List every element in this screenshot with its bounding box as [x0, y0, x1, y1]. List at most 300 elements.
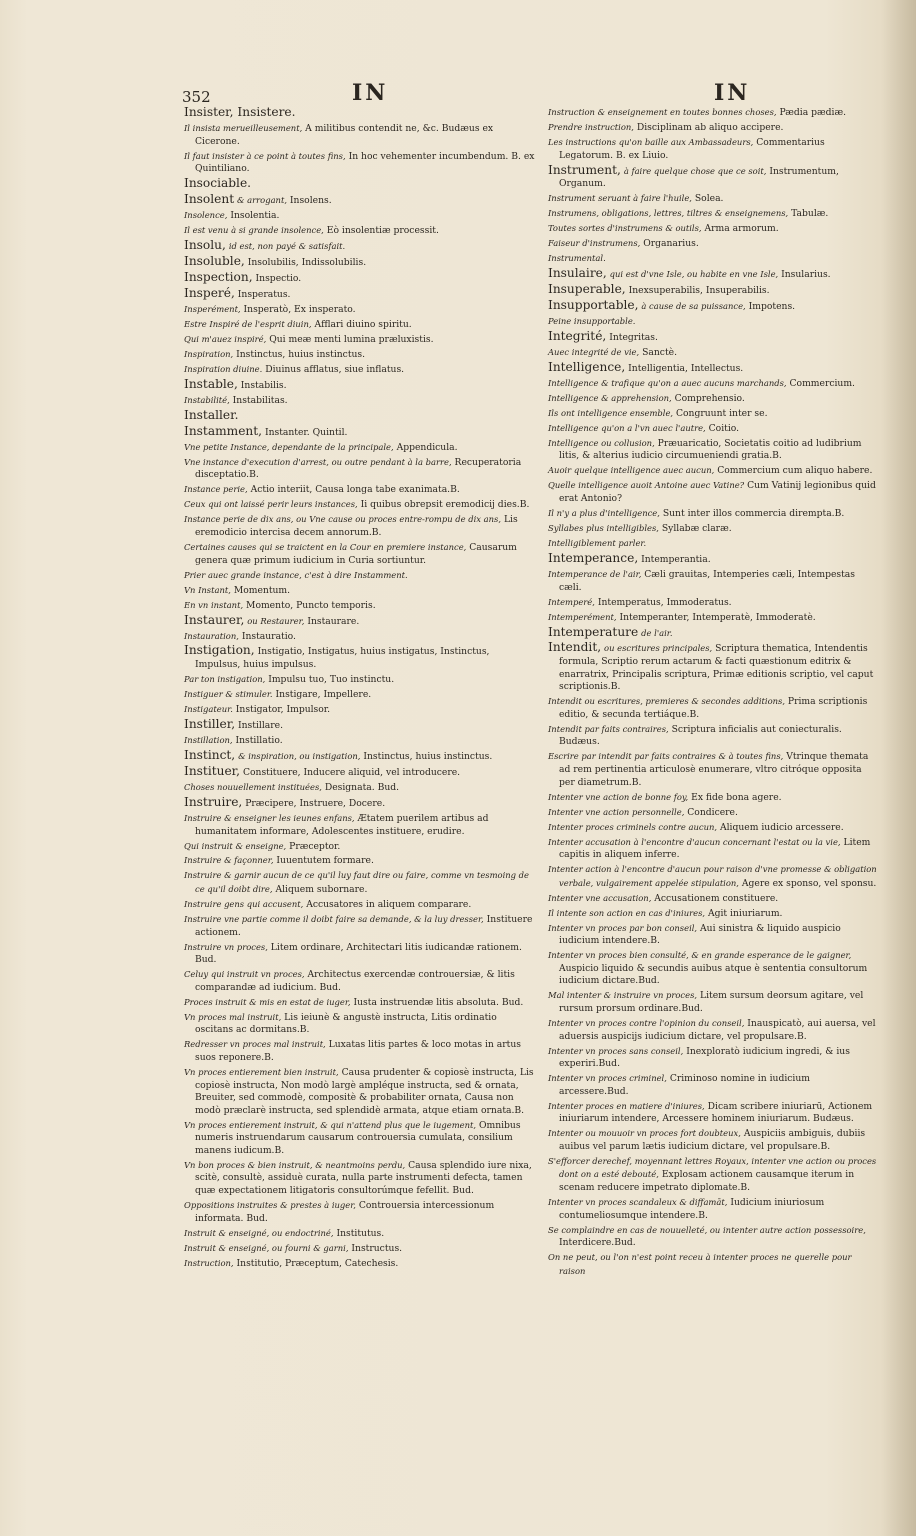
entry-headword: Instiller,: [184, 717, 236, 732]
entry-latin-gloss: Commentarius Legatorum. B. ex Liuio.: [559, 136, 825, 161]
entry-french-phrase: Instance perie,: [184, 484, 248, 495]
entry-french-phrase: Instruire & façonner,: [184, 855, 274, 866]
entry-latin-gloss: Insperatò, Ex insperato.: [243, 304, 356, 316]
entry-french-phrase: Vn proces entierement bien instruit,: [184, 1066, 339, 1077]
entry-french-phrase: Intelligence ou collusion,: [548, 437, 655, 448]
dictionary-entry: [184, 840, 536, 854]
entry-latin-gloss: Integritas.: [609, 331, 658, 343]
entry-latin-gloss: Comprehensio.: [674, 392, 745, 404]
entry-latin-gloss: Prima scriptionis editio, & secunda tertiáque.B.: [559, 696, 868, 720]
dictionary-entry: [548, 164, 880, 191]
entry-latin-gloss: Institutio, Præceptum, Catechesis.: [236, 1257, 399, 1269]
dictionary-entry: [184, 348, 536, 362]
dictionary-entry: [184, 869, 536, 896]
entry-latin-gloss: Accusatores in aliquem comparare.: [306, 899, 472, 911]
entry-french-phrase: Faiseur d'instrumens,: [548, 238, 641, 249]
dictionary-entry: [184, 765, 536, 780]
entry-french-phrase: Vne petite Instance, dependante de la principale,: [184, 441, 394, 452]
entry-latin-gloss: Institutus.: [336, 1227, 385, 1239]
dictionary-entry: [548, 407, 880, 421]
entry-french-phrase: Prendre instruction,: [548, 121, 634, 132]
entry-latin-gloss: Insularius.: [781, 269, 831, 281]
entry-french-phrase: Instiguer & stimuler.: [184, 689, 273, 700]
dictionary-entry: [184, 193, 536, 208]
entry-latin-gloss: Intemperanter, Intemperatè, Immoderatè.: [619, 611, 816, 623]
entry-headword: Instrument,: [548, 162, 621, 177]
entry-latin-gloss: Inspectio.: [255, 273, 302, 285]
dictionary-entry: [548, 1196, 880, 1222]
entry-latin-gloss: Qui meæ menti lumina præluxistis.: [269, 333, 434, 345]
entry-latin-gloss: Agere ex sponso, vel sponsu.: [741, 877, 877, 889]
entry-french-phrase: Instruire gens qui accusent,: [184, 899, 304, 910]
dictionary-entry: [548, 507, 880, 521]
entry-french-phrase: Intemperé,: [548, 596, 595, 607]
entry-french-phrase: Il n'y a plus d'intelligence,: [548, 508, 660, 519]
dictionary-entry: [548, 437, 880, 463]
dictionary-entry: [548, 863, 880, 890]
dictionary-entry: [184, 630, 536, 644]
entry-latin-gloss: Instigare, Impellere.: [275, 689, 372, 701]
entry-french-phrase: & arrogant,: [237, 195, 287, 206]
entry-latin-gloss: Impulsu tuo, Tuo instinctu.: [268, 674, 395, 686]
entry-french-phrase: En vn instant,: [184, 599, 244, 610]
entry-latin-gloss: Appendicula.: [396, 441, 458, 453]
dictionary-entry: [548, 626, 880, 641]
entry-headword: Instinct,: [184, 747, 236, 762]
entry-latin-gloss: Luxatas litis partes & loco motas in artus suos reponere.B.: [195, 1039, 521, 1063]
entry-latin-gloss: Instillatio.: [235, 735, 283, 746]
entry-french-phrase: Instruire & garnir aucun de ce qu'il luy faut dire ou faire, comme vn tesmoing de ce qu'il doibt dire,: [184, 870, 530, 895]
entry-latin-gloss: Instauratio.: [241, 630, 296, 642]
entry-french-phrase: Intelligence qu'on a l'vn auec l'autre,: [548, 422, 706, 433]
dictionary-entry: [184, 703, 536, 717]
dictionary-entry: [548, 392, 880, 406]
dictionary-entry: [548, 695, 880, 721]
entry-french-phrase: Auoir quelque intelligence auec aucun,: [548, 465, 715, 476]
entry-french-phrase: Intenter vn proces bien consulté, & en grande esperance de le gaigner,: [548, 950, 852, 961]
entry-latin-gloss: Interdicere.Bud.: [559, 1237, 636, 1249]
dictionary-entry: [184, 1227, 536, 1241]
dictionary-entry: [548, 1251, 880, 1278]
entry-latin-gloss: Commercium.: [789, 377, 855, 389]
entry-french-phrase: Mal intenter & instruire vn proces,: [548, 990, 698, 1001]
entry-latin-gloss: Instabilis.: [240, 379, 287, 391]
entry-headword: Insolu,: [184, 238, 226, 253]
entry-latin-gloss: Iusta instruendæ litis absoluta. Bud.: [353, 996, 524, 1008]
entry-latin-gloss: Instrumentum, Organum.: [559, 165, 839, 190]
dictionary-entry: [548, 106, 880, 120]
entry-latin-gloss: Auspiciis ambiguis, dubiis auibus vel parum lætis iudicium dictare, vel propulsare.B.: [559, 1128, 866, 1152]
entry-french-phrase: Instrumens, obligations, lettres, tiltres & enseignemens,: [548, 208, 789, 219]
entry-french-phrase: Instabilité,: [184, 394, 230, 405]
entry-french-phrase: Ceux qui ont laissé perir leurs instances,: [184, 499, 358, 510]
dictionary-entry: [184, 106, 536, 121]
dictionary-entry: [548, 207, 880, 221]
left-column: [184, 106, 536, 1272]
entry-latin-gloss: Congruunt inter se.: [676, 407, 768, 419]
entry-french-phrase: Instruire & enseigner les ieunes enfans,: [184, 812, 355, 823]
entry-latin-gloss: Condicere.: [687, 806, 738, 818]
entry-french-phrase: Syllabes plus intelligibles,: [548, 523, 659, 533]
entry-headword: Instigation,: [184, 643, 255, 658]
running-head-left: IN: [352, 80, 389, 106]
entry-headword: Instamment,: [184, 423, 263, 438]
entry-latin-gloss: Præuaricatio, Societatis coitio ad ludibrium litis, & alterius iudicio circumueniendi gratia.B.: [559, 437, 862, 462]
entry-french-phrase: à faire quelque chose que ce soit,: [623, 165, 767, 176]
entry-french-phrase: Inspiration,: [184, 348, 234, 359]
entry-headword: Intendit,: [548, 640, 602, 655]
dictionary-entry: [184, 1242, 536, 1256]
dictionary-entry: [548, 315, 880, 329]
entry-latin-gloss: Causa splendido iure nixa, scitè, consultè, assiduè curata, nulla parte instrumenti defecta, tamen quæ expectationem litigatoris consultorúmque fefellit. Bud.: [195, 1159, 532, 1197]
entry-latin-gloss: Ætatem puerilem artibus ad humanitatem informare, Adolescentes instituere, erudire.: [195, 812, 489, 837]
entry-french-phrase: Qui instruit & enseigne,: [184, 840, 287, 851]
dictionary-entry: [548, 611, 880, 625]
entry-latin-gloss: Ii quibus obrepsit eremodicij dies.B.: [360, 499, 530, 511]
entry-french-phrase: Intemperément,: [548, 611, 617, 622]
entry-latin-gloss: Intemperantia.: [641, 553, 711, 565]
entry-french-phrase: Redresser vn proces mal instruit,: [184, 1039, 326, 1050]
entry-latin-gloss: Explosam actionem causamque iterum in scenam reducere impetrato diplomate.B.: [559, 1169, 855, 1194]
dictionary-entry: [548, 1224, 880, 1250]
entry-latin-gloss: Cæli grauitas, Intemperies cæli, Intempestas cæli.: [559, 568, 855, 593]
dictionary-entry: [184, 150, 536, 176]
dictionary-entry: [184, 255, 536, 270]
dictionary-entry: [548, 136, 880, 162]
dictionary-entry: [548, 806, 880, 820]
entry-latin-gloss: Ex fide bona agere.: [691, 791, 782, 803]
dictionary-entry: [548, 1045, 880, 1071]
entry-french-phrase: Auec integrité de vie,: [548, 346, 640, 357]
dictionary-entry: [548, 596, 880, 610]
dictionary-entry: [184, 363, 536, 377]
entry-latin-gloss: Constituere, Inducere aliquid, vel introducere.: [242, 766, 461, 778]
dictionary-entry: [184, 271, 536, 286]
dictionary-entry: [184, 734, 536, 748]
dictionary-entry: [184, 1038, 536, 1064]
entry-headword: Intemperature: [548, 624, 639, 639]
entry-headword: Installer.: [184, 407, 239, 422]
entry-latin-gloss: Intelligentia, Intellectus.: [628, 362, 744, 374]
entry-french-phrase: Intenter vne accusation,: [548, 892, 652, 903]
entry-latin-gloss: Lis ieiunè & angustè instructa, Litis ordinatio oscitans ac dormitans.B.: [195, 1011, 497, 1036]
entry-french-phrase: Qui m'auez inspiré,: [184, 333, 267, 344]
dictionary-entry: [548, 821, 880, 835]
dictionary-entry: [184, 456, 536, 482]
entry-french-phrase: Vn Instant,: [184, 584, 231, 595]
entry-french-phrase: Insolence,: [184, 210, 228, 221]
dictionary-entry: [548, 299, 880, 314]
entry-latin-gloss: Sanctè.: [642, 346, 677, 358]
entry-french-phrase: Intenter proces criminels contre aucun,: [548, 821, 718, 832]
dictionary-entry: [184, 854, 536, 868]
entry-french-phrase: id est, non payé & satisfait.: [228, 241, 346, 252]
entry-latin-gloss: Instructus.: [351, 1242, 403, 1254]
dictionary-entry: [548, 267, 880, 282]
entry-latin-gloss: Vtrinque themata ad rem pertinentia articulosè enumerare, vltro citróque opposita per diametrum.B.: [559, 751, 869, 788]
entry-latin-gloss: Aui sinistra & liquido auspicio iudicium intendere.B.: [559, 922, 841, 947]
dictionary-entry: [548, 1072, 880, 1098]
entry-headword: Instruire,: [184, 794, 243, 809]
entry-latin-gloss: Recuperatoria disceptatio.B.: [195, 456, 522, 481]
dictionary-entry: [184, 498, 536, 512]
entry-headword: Intelligence,: [548, 359, 626, 374]
entry-latin-gloss: Instigatio, Instigatus, huius instigatus, Instinctus, Impulsus, huius impulsus.: [195, 646, 490, 671]
dictionary-entry: [184, 287, 536, 302]
dictionary-entry: [184, 1257, 536, 1271]
dictionary-entry: [184, 996, 536, 1010]
entry-headword: Insister, Insistere.: [184, 105, 296, 119]
entry-headword: Inspection,: [184, 270, 253, 285]
entry-headword: Insolent: [184, 192, 235, 207]
dictionary-entry: [184, 378, 536, 393]
entry-latin-gloss: Inauspicatò, aui auersa, vel aduersis auspicijs iudicium dictare, vel propulsare.B.: [559, 1017, 876, 1042]
entry-latin-gloss: Scriptura inficialis aut coniecturalis. Budæus.: [559, 723, 842, 748]
entry-latin-gloss: Coitio.: [708, 422, 740, 434]
entry-french-phrase: Instruit & enseigné, ou fourni & garni,: [184, 1242, 349, 1253]
entry-latin-gloss: Inexsuperabilis, Insuperabilis.: [628, 285, 770, 297]
dictionary-entry: [184, 239, 536, 254]
entry-latin-gloss: Architectus exercendæ controuersiæ, & litis comparandæ ad iudicium. Bud.: [195, 969, 515, 993]
dictionary-entry: [548, 464, 880, 478]
entry-latin-gloss: Arma armorum.: [704, 223, 779, 235]
entry-latin-gloss: Insolentia.: [230, 210, 280, 222]
entry-french-phrase: Escrire par intendit par faits contraires & à toutes fins,: [548, 751, 784, 762]
dictionary-entry: [184, 941, 536, 967]
entry-latin-gloss: Designata. Bud.: [324, 781, 400, 793]
entry-french-phrase: Instruction,: [184, 1257, 234, 1268]
entry-latin-gloss: Litem sursum deorsum agitare, vel rursum prorsum ordinare.Bud.: [559, 990, 864, 1014]
entry-french-phrase: Oppositions instruites & prestes à iuger,: [184, 1200, 356, 1211]
entry-french-phrase: Intenter accusation à l'encontre d'aucun concernant l'estat ou la vie,: [548, 836, 841, 847]
entry-latin-gloss: Omnibus numeris instruendarum causarum controuersia cumulata, consilium manens iudicum.B.: [195, 1119, 521, 1156]
entry-french-phrase: à cause de sa puissance,: [641, 301, 746, 312]
entry-french-phrase: Intenter vne action personnelle,: [548, 806, 685, 817]
entry-french-phrase: Intendit par faits contraires,: [548, 723, 669, 734]
entry-latin-gloss: Aliquem iudicio arcessere.: [719, 821, 844, 833]
entry-headword: Instaurer,: [184, 612, 245, 627]
entry-latin-gloss: Instabilitas.: [232, 394, 288, 406]
entry-french-phrase: On ne peut, ou l'on n'est point receu à intenter proces ne querelle pour raison: [548, 1252, 852, 1276]
entry-french-phrase: Insperément,: [184, 304, 241, 315]
dictionary-entry: [548, 907, 880, 921]
dictionary-entry: [548, 750, 880, 789]
dictionary-entry: [548, 346, 880, 360]
dictionary-entry: [184, 224, 536, 238]
entry-french-phrase: Intelligence & trafique qu'on a auec aucuns marchands,: [548, 377, 787, 388]
dictionary-entry: [548, 537, 880, 551]
entry-french-phrase: Instigateur.: [184, 704, 233, 715]
dictionary-entry: [548, 422, 880, 436]
entry-headword: Intemperance,: [548, 550, 639, 565]
dictionary-entry: [548, 283, 880, 298]
dictionary-entry: [548, 361, 880, 376]
entry-latin-gloss: Actio interiit, Causa longa tabe exanimata.B.: [250, 484, 460, 496]
dictionary-entry: [184, 1159, 536, 1198]
entry-french-phrase: Intenter vne action de bonne foy,: [548, 791, 689, 802]
entry-headword: Insoluble,: [184, 254, 245, 269]
entry-french-phrase: Instillation,: [184, 735, 233, 745]
entry-french-phrase: Toutes sortes d'instrumens & outils,: [548, 223, 702, 234]
right-column: [548, 106, 880, 1280]
entry-latin-gloss: Tabulæ.: [791, 208, 829, 220]
entry-latin-gloss: Organarius.: [643, 238, 699, 250]
dictionary-entry: [184, 569, 536, 583]
dictionary-entry: [184, 441, 536, 455]
dictionary-entry: [184, 177, 536, 192]
entry-latin-gloss: A militibus contendit ne, &c. Budæus ex Cicerone.: [195, 122, 494, 147]
entry-latin-gloss: Lis eremodicio intercisa decem annorum.B.: [195, 514, 518, 538]
dictionary-entry: [184, 644, 536, 671]
entry-latin-gloss: Causa prudenter & copiosè instructa, Lis copiosè instructa, Non modò largè ampléque instructa, sed & ornata, Breuiter, sed commodè, compositè & probabiliter ornata, Causa non modò præclarè instructa, sed splendidè armata, atque etiam ornata.B.: [195, 1066, 534, 1116]
entry-french-phrase: Intenter proces en matiere d'iniures,: [548, 1100, 705, 1111]
page-number: 352: [182, 88, 211, 106]
entry-french-phrase: Intenter ou mouuoir vn proces fort doubteux,: [548, 1128, 741, 1139]
entry-latin-gloss: Instaurare.: [307, 615, 360, 627]
entry-french-phrase: Instruit & enseigné, ou endoctriné,: [184, 1227, 334, 1238]
entry-latin-gloss: Disciplinam ab aliquo accipere.: [636, 121, 784, 133]
dictionary-entry: [548, 641, 880, 693]
entry-french-phrase: Par ton instigation,: [184, 674, 266, 685]
entry-latin-gloss: Litem capitis in aliquem inferre.: [559, 836, 871, 861]
entry-latin-gloss: Pædia pædiæ.: [779, 107, 847, 118]
entry-headword: Insupportable,: [548, 298, 639, 313]
entry-headword: Insulaire,: [548, 266, 607, 281]
dictionary-entry: [184, 688, 536, 702]
entry-latin-gloss: Controuersia intercessionum informata. Bud.: [195, 1200, 495, 1224]
entry-latin-gloss: Aliquem subornare.: [275, 884, 368, 896]
dictionary-entry: [184, 1066, 536, 1117]
entry-latin-gloss: Intemperatus, Immoderatus.: [597, 596, 732, 608]
entry-french-phrase: Instauration,: [184, 630, 239, 641]
entry-french-phrase: ou Restaurer,: [247, 615, 305, 626]
entry-french-phrase: Intenter vn proces contre l'opinion du conseil,: [548, 1017, 745, 1028]
dictionary-entry: [548, 192, 880, 206]
entry-latin-gloss: Instinctus, huius instinctus.: [236, 348, 366, 360]
entry-french-phrase: Il intente son action en cas d'iniures,: [548, 907, 706, 918]
entry-latin-gloss: Causarum genera quæ primum iudicium in Curia sortiuntur.: [195, 541, 517, 566]
entry-french-phrase: Intelligiblement parler.: [548, 537, 647, 548]
dictionary-entry: [184, 1119, 536, 1158]
entry-latin-gloss: Insperatus.: [237, 289, 291, 301]
entry-french-phrase: Peine insupportable.: [548, 316, 636, 326]
entry-french-phrase: qui est d'vne Isle, ou habite en vne Isle,: [609, 269, 779, 280]
dictionary-entry: [184, 425, 536, 440]
dictionary-entry: [184, 781, 536, 795]
entry-latin-gloss: Insolubilis, Indissolubilis.: [247, 257, 367, 269]
entry-latin-gloss: Instigator, Impulsor.: [235, 704, 331, 716]
entry-latin-gloss: Diuinus afflatus, siue inflatus.: [265, 363, 405, 375]
dictionary-entry: [184, 749, 536, 764]
entry-french-phrase: Intenter vn proces scandaleux & diffamāt,: [548, 1197, 728, 1208]
entry-latin-gloss: Instituere actionem.: [195, 914, 533, 938]
entry-latin-gloss: Præcipere, Instruere, Docere.: [245, 797, 386, 809]
dictionary-entry: [548, 552, 880, 567]
entry-french-phrase: Quelle intelligence auoit Antoine auec Vatine?: [548, 480, 745, 491]
dictionary-entry: [184, 409, 536, 424]
entry-french-phrase: Intenter vn proces par bon conseil,: [548, 922, 698, 933]
dictionary-entry: [548, 1155, 880, 1195]
entry-headword: Insuperable,: [548, 282, 626, 297]
entry-french-phrase: Se complaindre en cas de nouuelleté, ou intenter autre action possessoire,: [548, 1224, 866, 1235]
entry-latin-gloss: Iuuentutem formare.: [276, 855, 374, 867]
entry-french-phrase: Instruction & enseignement en toutes bonnes choses,: [548, 107, 777, 117]
entry-headword: Insperé,: [184, 286, 235, 301]
dictionary-entry: [548, 791, 880, 805]
entry-headword: Insociable.: [184, 176, 252, 191]
page-edge-shadow: [882, 0, 916, 1536]
dictionary-entry: [548, 252, 880, 266]
dictionary-entry: [184, 898, 536, 912]
dictionary-entry: [548, 377, 880, 391]
dictionary-entry: [184, 614, 536, 629]
entry-latin-gloss: Syllabæ claræ.: [661, 523, 732, 534]
dictionary-entry: [184, 513, 536, 539]
entry-french-phrase: Il insista merueilleusement,: [184, 122, 303, 133]
entry-french-phrase: Inspiration diuine.: [184, 363, 263, 374]
dictionary-entry: [548, 568, 880, 594]
dictionary-entry: [548, 330, 880, 345]
dictionary-entry: [184, 673, 536, 687]
entry-latin-gloss: Cum Vatinij legionibus quid erat Antonio?: [559, 480, 876, 505]
entry-french-phrase: & inspiration, ou instigation,: [238, 750, 361, 761]
dictionary-entry: [548, 723, 880, 749]
entry-latin-gloss: Iudicium iniuriosum contumeliosumque intendere.B.: [559, 1197, 825, 1221]
dictionary-entry: [184, 394, 536, 408]
entry-french-phrase: Intemperance de l'air,: [548, 568, 642, 579]
dictionary-entry: [184, 333, 536, 347]
dictionary-entry: [548, 479, 880, 505]
dictionary-entry: [548, 989, 880, 1015]
entry-french-phrase: Ils ont intelligence ensemble,: [548, 407, 674, 418]
entry-french-phrase: Instruire vne partie comme il doibt faire sa demande, & la luy dresser,: [184, 914, 484, 925]
entry-latin-gloss: Inexploratò iudicium ingredi, & ius experiri.Bud.: [559, 1045, 850, 1070]
dictionary-entry: [548, 922, 880, 948]
entry-french-phrase: Vn proces mal instruit,: [184, 1011, 282, 1022]
running-head-right: IN: [714, 80, 751, 106]
entry-latin-gloss: Momento, Puncto temporis.: [246, 599, 376, 611]
entry-latin-gloss: Commercium cum aliquo habere.: [717, 465, 873, 477]
entry-latin-gloss: Litem ordinare, Architectari litis iudicandæ rationem. Bud.: [195, 941, 522, 966]
entry-french-phrase: Proces instruit & mis en estat de iuger,: [184, 996, 351, 1007]
entry-french-phrase: Il est venu à si grande insolence,: [184, 225, 324, 236]
dictionary-entry: [184, 913, 536, 939]
entry-headword: Instable,: [184, 376, 238, 391]
dictionary-entry: [184, 796, 536, 811]
entry-french-phrase: Instrument seruant à faire l'huile,: [548, 193, 692, 204]
entry-headword: Integrité,: [548, 328, 607, 343]
entry-latin-gloss: Afflari diuino spiritu.: [314, 319, 412, 330]
dictionary-entry: [548, 836, 880, 862]
entry-latin-gloss: Instinctus, huius instinctus.: [363, 750, 493, 762]
entry-french-phrase: Intenter action à l'encontre d'aucun pour raison d'vne promesse & obligation verbale, vulgairement appelée stipulation,: [548, 864, 877, 888]
dictionary-entry: [548, 1127, 880, 1153]
dictionary-entry: [184, 318, 536, 332]
dictionary-entry: [184, 541, 536, 567]
dictionary-entry: [548, 222, 880, 236]
entry-latin-gloss: Instanter. Quintil.: [264, 426, 348, 438]
entry-french-phrase: Estre Inspiré de l'esprit diuin,: [184, 319, 312, 329]
entry-french-phrase: Vne instance d'execution d'arrest, ou outre pendant à la barre,: [184, 456, 452, 467]
entry-french-phrase: Vn proces entierement instruit, & qui n'attend plus que le iugement,: [184, 1119, 477, 1130]
entry-french-phrase: Instance perie de dix ans, ou Vne cause ou proces entre-rompu de dix ans,: [184, 514, 502, 525]
dictionary-entry: [548, 237, 880, 251]
entry-french-phrase: Intenter vn proces criminel,: [548, 1073, 667, 1084]
dictionary-entry: [184, 122, 536, 148]
dictionary-entry: [184, 1199, 536, 1225]
entry-french-phrase: Intenter vn proces sans conseil,: [548, 1045, 684, 1056]
dictionary-entry: [548, 892, 880, 906]
